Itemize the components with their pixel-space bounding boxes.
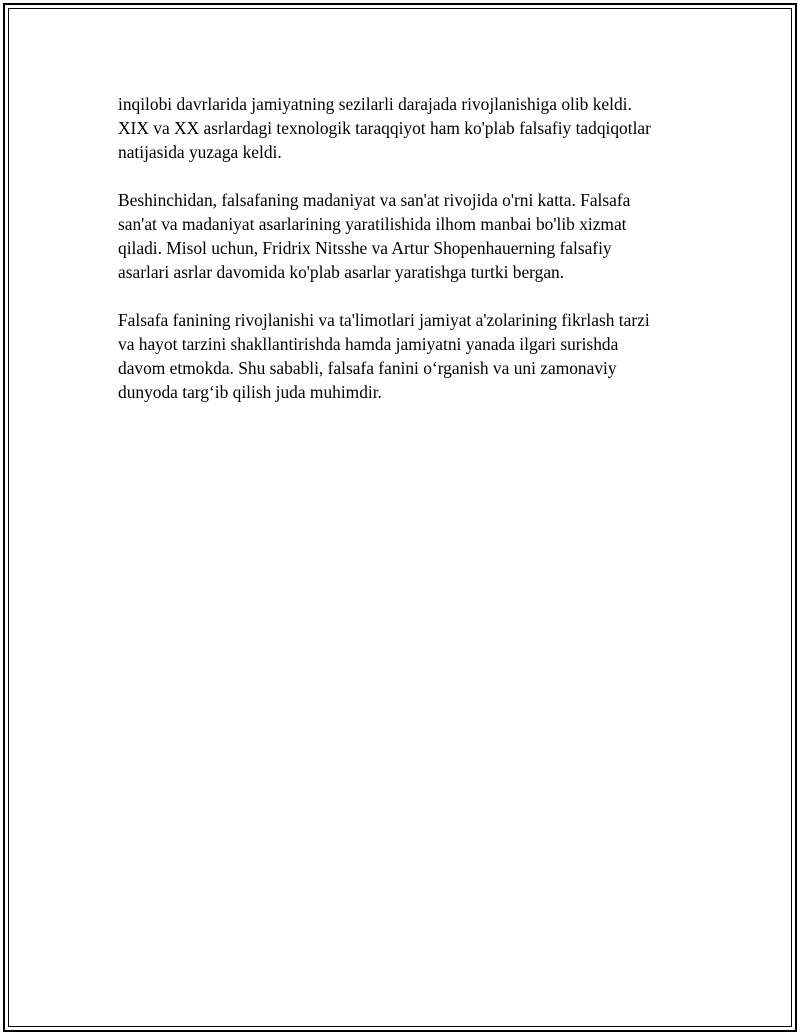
text-line: va hayot tarzini shakllantirishda hamda jamiyatni yanada ilgari surishda bbox=[118, 334, 619, 354]
paragraph-3 bbox=[118, 308, 718, 404]
document-body bbox=[118, 92, 718, 428]
text-line: Beshinchidan, falsafaning madaniyat va san'at rivojida o'rni katta. Falsafa bbox=[118, 190, 631, 210]
text-line: qiladi. Misol uchun, Fridrix Nitsshe va Artur Shopenhauerning falsafiy bbox=[118, 238, 612, 258]
text-line: natijasida yuzaga keldi. bbox=[118, 142, 282, 162]
text-line: san'at va madaniyat asarlarining yaratilishida ilhom manbai bo'lib xizmat bbox=[118, 214, 627, 234]
text-line: Falsafa fanining rivojlanishi va ta'limotlari jamiyat a'zolarining fikrlash tarzi bbox=[118, 310, 650, 330]
text-line: dunyoda targ‘ib qilish juda muhimdir. bbox=[118, 382, 382, 402]
paragraph-2 bbox=[118, 188, 718, 284]
text-line: XIX va XX asrlardagi texnologik taraqqiyot ham ko'plab falsafiy tadqiqotlar bbox=[118, 118, 651, 138]
text-line: davom etmokda. Shu sababli, falsafa fanini o‘rganish va uni zamonaviy bbox=[118, 358, 617, 378]
text-line: asarlari asrlar davomida ko'plab asarlar yaratishga turtki bergan. bbox=[118, 262, 565, 282]
paragraph-1 bbox=[118, 92, 718, 164]
text-line: inqilobi davrlarida jamiyatning sezilarli darajada rivojlanishiga olib keldi. bbox=[118, 94, 632, 114]
